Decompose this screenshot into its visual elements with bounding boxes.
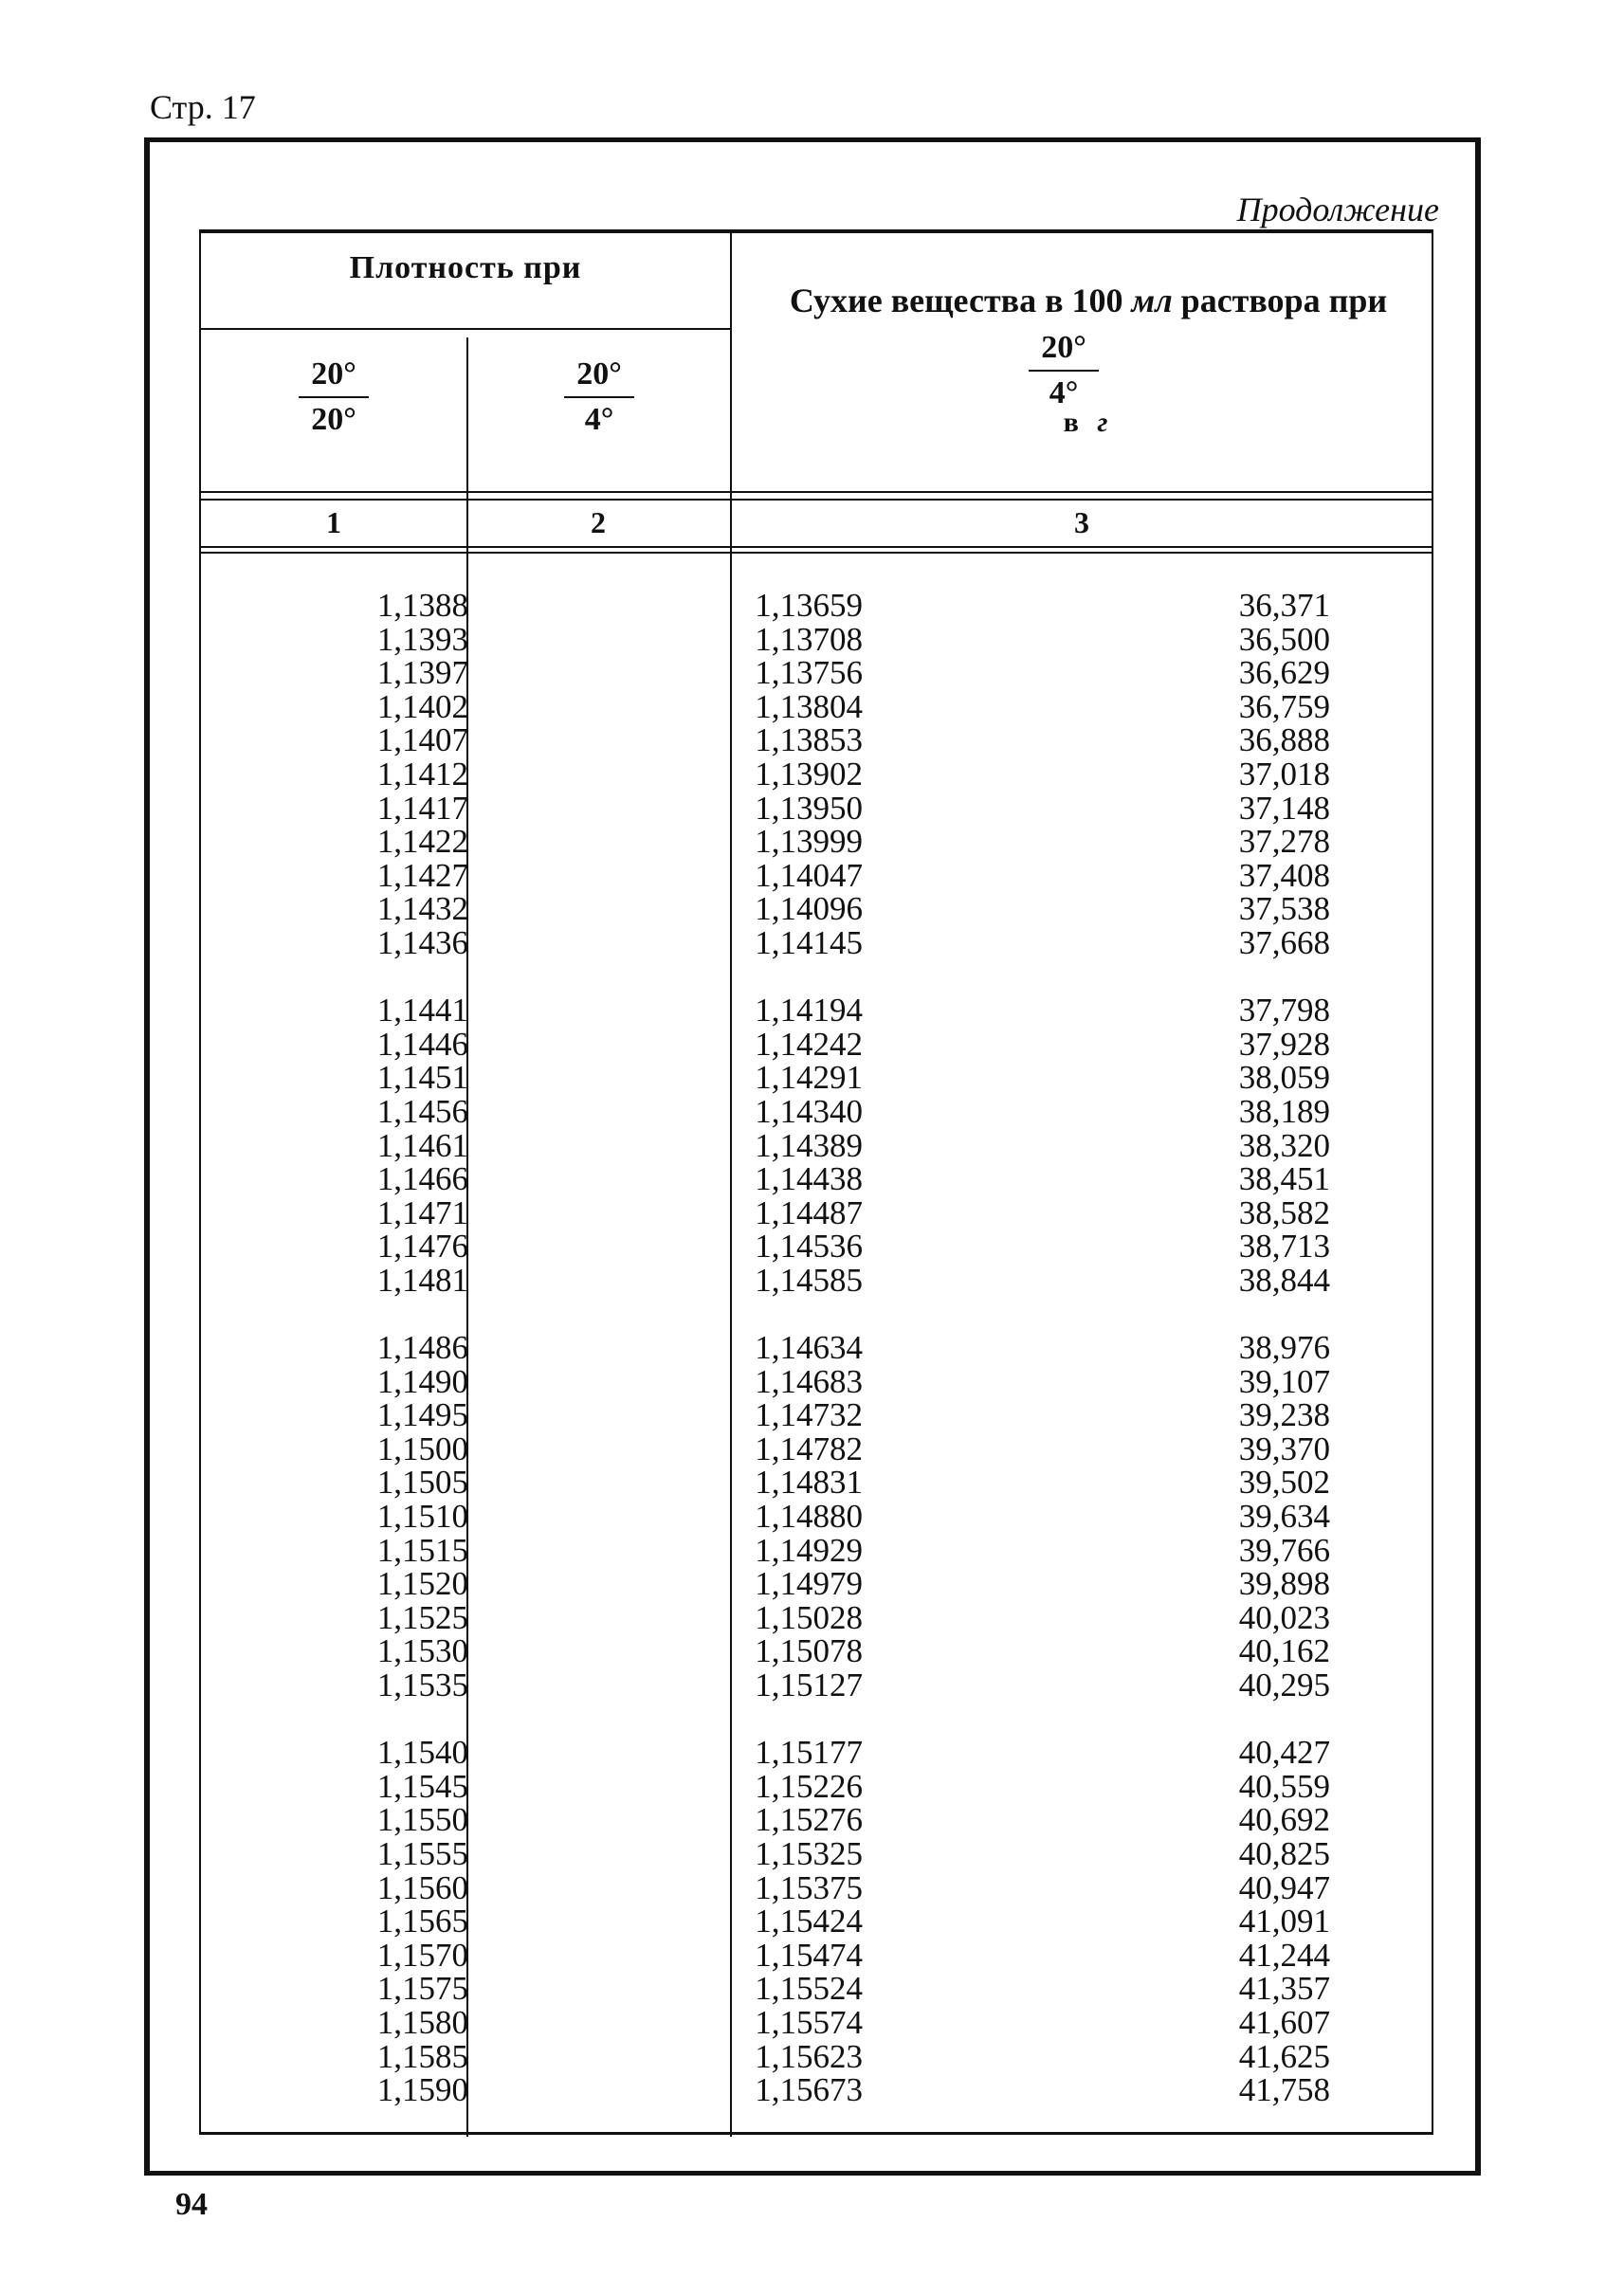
table-cell: 39,898 [1238,1565,1330,1603]
density-group-header: Плотность при [349,250,582,285]
table-cell: 36,888 [1238,721,1330,759]
table-cell: 1,1540 [376,1734,468,1772]
table-cell: 38,059 [1238,1059,1330,1097]
table-cell: 1,1402 [376,687,468,725]
table-cell: 1,1585 [376,2037,468,2075]
table-cell: 1,1451 [376,1059,468,1097]
table-cell: 1,15524 [755,1970,863,2008]
density-table [199,229,1433,2135]
table-cell: 1,15375 [755,1868,863,1906]
table-cell: 1,1388 [376,587,468,624]
table-cell: 1,15177 [755,1734,863,1772]
table-cell: 1,1575 [376,1970,468,2008]
col2-fraction-bar [564,396,634,398]
table-cell: 40,295 [1238,1667,1330,1703]
dry-matter-header-unit: мл [1131,282,1173,319]
table-cell: 41,607 [1238,2003,1330,2041]
group-header-rule [201,328,730,330]
table-cell: 1,1393 [376,620,468,658]
table-cell: 1,1446 [376,1025,468,1063]
density-20-20-column [201,589,468,2140]
colnum-bottom-rule-1 [201,546,1433,548]
col3-fraction-bar [1029,370,1099,372]
table-cell: 39,107 [1238,1362,1330,1400]
table-cell: 1,14929 [755,1531,863,1569]
table-cell: 1,1500 [376,1430,468,1467]
table-cell: 1,1490 [376,1362,468,1400]
table-cell: 1,15474 [755,1936,863,1974]
table-cell: 41,091 [1238,1903,1330,1940]
page-frame [144,137,1481,2176]
table-cell: 1,14194 [755,992,863,1029]
row-group [201,1736,468,2107]
table-cell: 1,14880 [755,1498,863,1536]
dry-matter-header [741,281,1435,320]
dry-matter-unit [741,407,1435,439]
table-cell: 1,1565 [376,1903,468,1940]
table-cell: 39,634 [1238,1498,1330,1536]
col3-fraction [988,328,1140,413]
table-cell: 1,13950 [755,789,863,827]
table-cell: 1,15325 [755,1834,863,1872]
col2-fraction-den: 4° [584,402,614,437]
table-cell: 40,947 [1238,1868,1330,1906]
table-cell: 1,1525 [376,1598,468,1636]
header-bottom-rule [201,491,1433,493]
table-cell: 40,162 [1238,1632,1330,1670]
row-group [201,589,468,960]
table-cell: 37,278 [1238,823,1330,861]
col1-fraction-den: 20° [311,402,356,437]
table-cell: 1,1530 [376,1632,468,1670]
table-cell: 1,1486 [376,1329,468,1367]
table-cell: 1,15424 [755,1903,863,1940]
table-cell: 1,15226 [755,1767,863,1805]
table-cell: 1,1466 [376,1160,468,1198]
dry-matter-unit-pre: в [1063,407,1098,438]
dry-matter-header-pre: Сухие вещества в 100 [789,282,1132,319]
row-group [741,589,1330,960]
table-cell: 36,759 [1238,687,1330,725]
table-cell: 40,559 [1238,1767,1330,1805]
table-cell: 1,15673 [755,2071,863,2109]
table-cell: 1,1441 [376,992,468,1029]
col2-fraction-num: 20° [576,356,622,392]
page-number: 94 [175,2187,208,2222]
row-group [201,1331,468,1703]
col3-fraction-num: 20° [1041,330,1086,365]
table-cell: 1,1397 [376,654,468,692]
table-cell: 1,13853 [755,721,863,759]
row-group [741,993,1330,1297]
row-group [201,993,468,1297]
table-cell: 37,148 [1238,789,1330,827]
table-cell: 1,14340 [755,1092,863,1130]
table-cell: 1,14096 [755,890,863,928]
table-cell: 1,14831 [755,1464,863,1502]
col2-fraction [523,355,675,440]
table-cell: 1,1476 [376,1228,468,1266]
table-cell: 1,15574 [755,2003,863,2041]
table-cell: 1,1560 [376,1868,468,1906]
table-cell: 1,1505 [376,1464,468,1502]
table-cell: 40,427 [1238,1734,1330,1772]
table-cell: 36,629 [1238,654,1330,692]
col1-fraction-bar [299,396,369,398]
table-cell: 1,1515 [376,1531,468,1569]
table-cell: 38,844 [1238,1261,1330,1299]
table-cell: 1,1481 [376,1261,468,1299]
table-cell: 1,14242 [755,1025,863,1063]
colnum-bottom-rule-2 [201,552,1433,554]
table-cell: 1,14145 [755,923,863,961]
table-cell: 37,798 [1238,992,1330,1029]
table-cell: 1,1412 [376,755,468,792]
table-cell: 1,14389 [755,1126,863,1164]
table-cell: 37,668 [1238,923,1330,961]
table-cell: 1,15623 [755,2037,863,2075]
dry-matter-column [741,589,1330,2140]
table-cell: 1,1510 [376,1498,468,1536]
table-cell: 1,1550 [376,1801,468,1839]
col1-fraction [258,355,410,440]
column-number-1: 1 [326,505,341,539]
table-cell: 40,692 [1238,1801,1330,1839]
table-cell: 1,14536 [755,1228,863,1266]
table-cell: 1,1545 [376,1767,468,1805]
table-cell: 36,500 [1238,620,1330,658]
continuation-label: Продолжение [1236,191,1439,228]
table-cell: 37,408 [1238,856,1330,894]
table-cell: 41,244 [1238,1936,1330,1974]
table-cell: 1,13999 [755,823,863,861]
table-cell: 1,1555 [376,1834,468,1872]
table-cell: 1,13902 [755,755,863,792]
table-cell: 40,023 [1238,1598,1330,1636]
table-cell: 38,451 [1238,1160,1330,1198]
column-number-3: 3 [1074,505,1089,539]
table-cell: 1,14979 [755,1565,863,1603]
table-cell: 1,1417 [376,789,468,827]
table-cell: 40,825 [1238,1834,1330,1872]
table-cell: 1,15127 [755,1667,863,1703]
table-cell: 39,502 [1238,1464,1330,1502]
table-cell: 1,14438 [755,1160,863,1198]
table-cell: 1,1495 [376,1396,468,1434]
colnum-top-rule [201,499,1433,501]
table-cell: 1,14782 [755,1430,863,1467]
table-cell: 1,13756 [755,654,863,692]
table-cell: 1,13659 [755,587,863,624]
table-cell: 1,1570 [376,1936,468,1974]
table-cell: 1,1535 [376,1667,468,1703]
table-cell: 38,189 [1238,1092,1330,1130]
table-cell: 1,14585 [755,1261,863,1299]
table-cell: 1,1456 [376,1092,468,1130]
dry-matter-header-post: раствора при [1172,282,1388,319]
table-cell: 1,13708 [755,620,863,658]
table-cell: 41,758 [1238,2071,1330,2109]
table-cell: 39,766 [1238,1531,1330,1569]
dry-matter-unit-value: г [1097,407,1114,438]
table-cell: 1,14487 [755,1193,863,1231]
table-cell: 39,238 [1238,1396,1330,1434]
table-cell: 1,1590 [376,2071,468,2109]
table-cell: 1,1432 [376,890,468,928]
table-cell: 1,14047 [755,856,863,894]
table-cell: 1,1407 [376,721,468,759]
table-cell: 38,320 [1238,1126,1330,1164]
table-cell: 1,1427 [376,856,468,894]
table-cell: 1,1461 [376,1126,468,1164]
row-group [741,1331,1330,1703]
table-cell: 41,357 [1238,1970,1330,2008]
col1-fraction-num: 20° [311,356,356,392]
table-cell: 37,928 [1238,1025,1330,1063]
table-cell: 1,13804 [755,687,863,725]
table-cell: 38,713 [1238,1228,1330,1266]
table-cell: 39,370 [1238,1430,1330,1467]
table-cell: 38,582 [1238,1193,1330,1231]
table-cell: 1,1436 [376,923,468,961]
table-cell: 37,538 [1238,890,1330,928]
table-cell: 37,018 [1238,755,1330,792]
page-header: Стр. 17 [150,88,256,126]
table-cell: 1,15276 [755,1801,863,1839]
table-cell: 1,1580 [376,2003,468,2041]
table-cell: 36,371 [1238,587,1330,624]
table-cell: 41,625 [1238,2037,1330,2075]
table-cell: 1,14291 [755,1059,863,1097]
table-cell: 1,14732 [755,1396,863,1434]
table-cell: 1,1520 [376,1565,468,1603]
table-cell: 1,1471 [376,1193,468,1231]
table-cell: 38,976 [1238,1329,1330,1367]
row-group [741,1736,1330,2107]
col3-fraction-den: 4° [1049,375,1079,410]
table-cell: 1,15028 [755,1598,863,1636]
table-cell: 1,14683 [755,1362,863,1400]
column-number-2: 2 [591,505,606,539]
table-cell: 1,14634 [755,1329,863,1367]
table-cell: 1,1422 [376,823,468,861]
table-cell: 1,15078 [755,1632,863,1670]
